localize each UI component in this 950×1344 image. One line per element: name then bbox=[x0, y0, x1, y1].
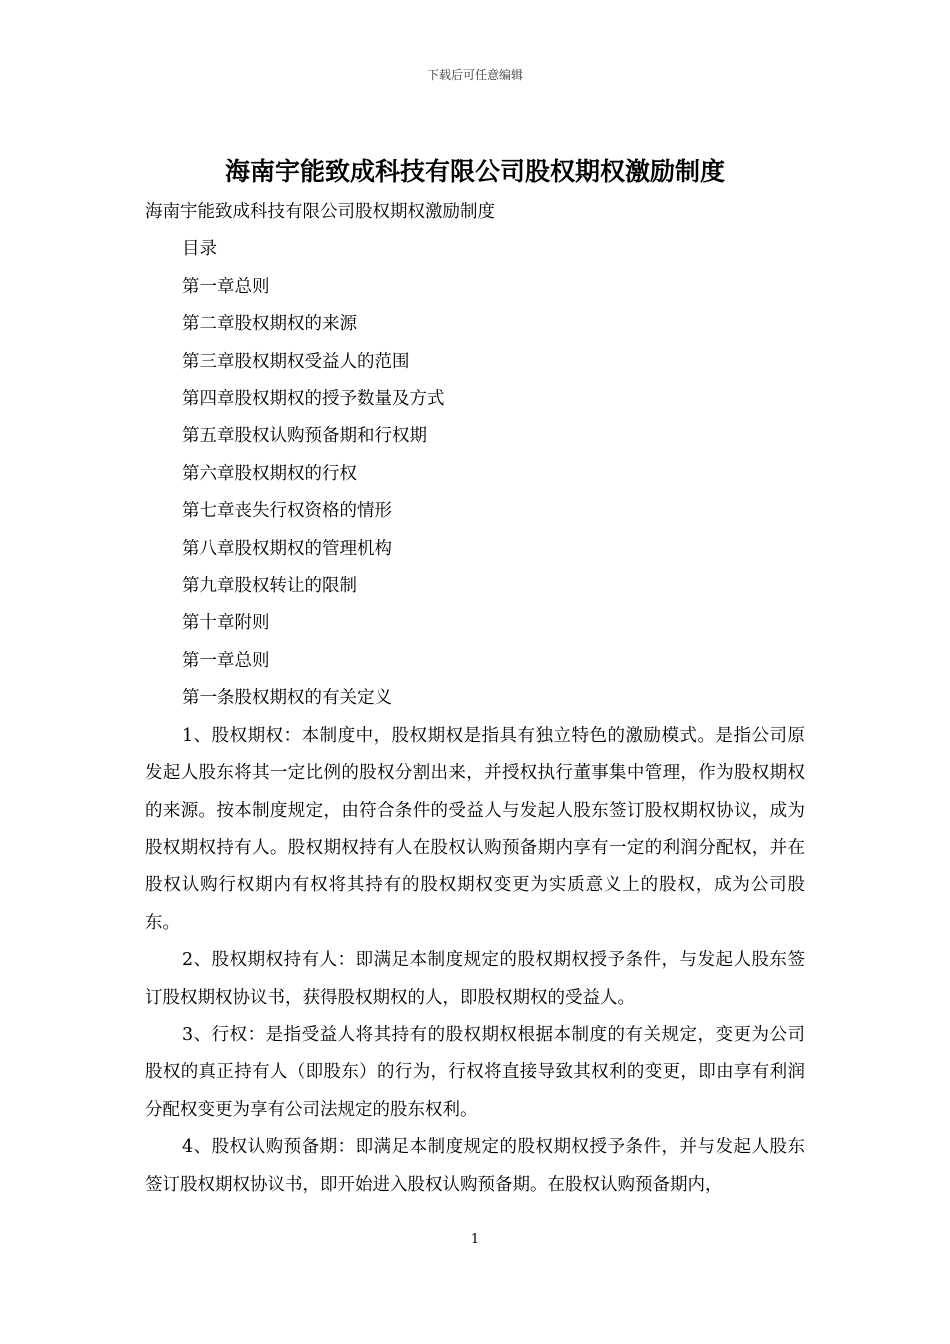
toc-item: 第六章股权期权的行权 bbox=[182, 463, 357, 484]
toc-item: 第一章总则 bbox=[182, 276, 270, 297]
paragraph: 3、行权：是指受益人将其持有的股权期权根据本制度的有关规定，变更为公司股权的真正持有人（即股东）的行为，行权将直接导致其权利的变更，即由享有利润分配权变更为享有公司法规定的股东权利。 bbox=[145, 1024, 805, 1120]
toc-item: 第十章附则 bbox=[182, 613, 270, 634]
toc-item: 第五章股权认购预备期和行权期 bbox=[182, 426, 427, 447]
toc-item: 第四章股权期权的授予数量及方式 bbox=[182, 389, 445, 410]
header-note: 下载后可任意编辑 bbox=[426, 68, 523, 82]
toc-heading: 目录 bbox=[182, 239, 217, 260]
page-number: 1 bbox=[470, 1232, 480, 1247]
toc-item: 第七章丧失行权资格的情形 bbox=[182, 501, 392, 522]
toc-item: 第九章股权转让的限制 bbox=[182, 576, 357, 597]
paragraph: 2、股权期权持有人：即满足本制度规定的股权期权授予条件，与发起人股东签订股权期权协议书，获得股权期权的人，即股权期权的受益人。 bbox=[145, 950, 805, 1008]
paragraph: 海南宇能致成科技有限公司股权期权激励制度 bbox=[145, 202, 495, 222]
article-heading: 第一条股权期权的有关定义 bbox=[182, 688, 392, 709]
document-title: 海南宇能致成科技有限公司股权期权激励制度 bbox=[224, 157, 725, 186]
toc-item: 第三章股权期权受益人的范围 bbox=[182, 351, 410, 372]
paragraph: 1、股权期权：本制度中，股权期权是指具有独立特色的激励模式。是指公司原发起人股东将其一定比例的股权分割出来，并授权执行董事集中管理，作为股权期权的来源。按本制度规定，由符合条件的受益人与发起人股东签订股权期权协议，成为股权期权持有人。股权期权持有人在股权认购预备期内享有一定的利润分配权，并在股权认购行权期内有权将其持有的股权期权变更为实质意义上的股权，成为公司股东。 bbox=[145, 725, 805, 933]
toc-item: 第二章股权期权的来源 bbox=[182, 314, 357, 335]
document-body bbox=[145, 194, 805, 1204]
toc-item: 第八章股权期权的管理机构 bbox=[182, 538, 392, 559]
chapter-heading: 第一章总则 bbox=[182, 650, 270, 671]
paragraph: 4、股权认购预备期：即满足本制度规定的股权期权授予条件，并与发起人股东签订股权期权协议书，即开始进入股权认购预备期。在股权认购预备期内， bbox=[145, 1137, 805, 1195]
